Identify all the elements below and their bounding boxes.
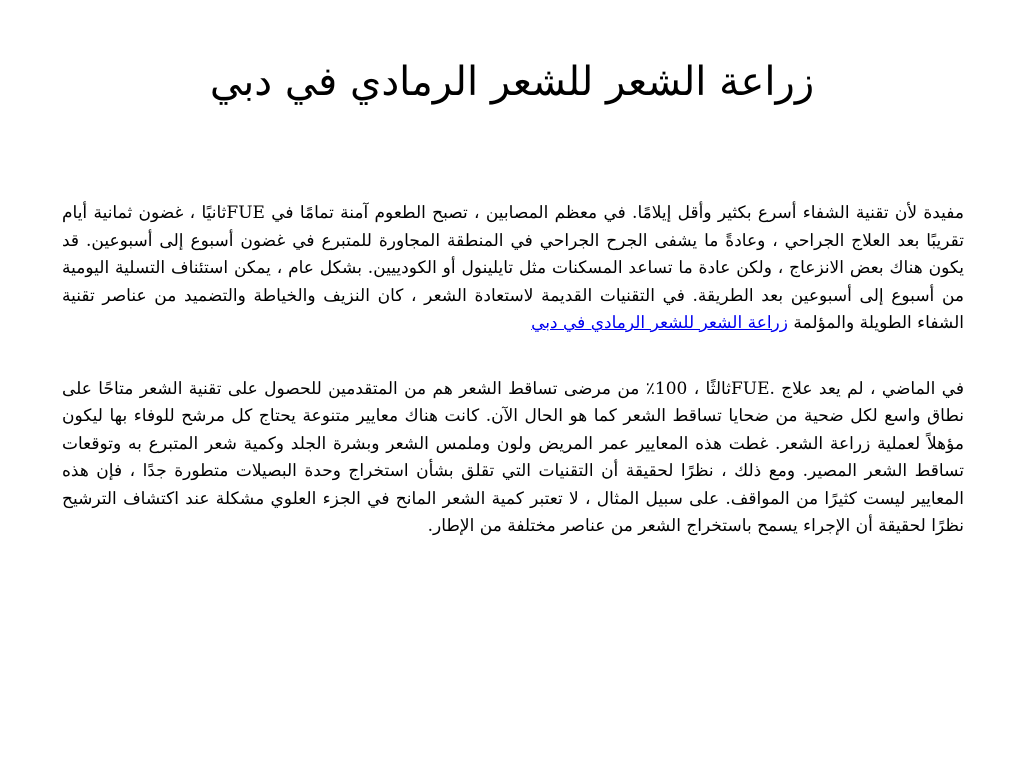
- slide-title: زراعة الشعر للشعر الرمادي في دبي: [209, 59, 815, 105]
- paragraph-spacer: [62, 338, 964, 376]
- hair-transplant-link[interactable]: زراعة الشعر للشعر الرمادي في دبي: [531, 313, 788, 333]
- paragraph-2: [62, 376, 964, 541]
- paragraph-1: [62, 200, 964, 338]
- slide-body: [62, 200, 964, 541]
- paragraph-2-text: في الماضي ، لم يعد علاج .FUEثالثًا ، 100٪ من مرضى تساقط الشعر هم من المتقدمين للحصول على تقنية الشعر متاحًا على نطاق واسع لكل ضحية من ضحايا تساقط الشعر كما هو الحال الآن. كانت هناك معايير متنوعة يحتاج كل مرشح للوفاء بها ليكون مؤهلاً لعملية زراعة الشعر. غطت هذه المعايير عمر المريض ولون وملمس الشعر وبشرة الجلد وكمية شعر المتبرع به وتوقعات تساقط الشعر المصير. ومع ذلك ، نظرًا لحقيقة أن التقنيات التي تقلق بشأن استخراج وحدة البصيلات متطورة جدًا ، فإن هذه المعايير ليست كثيرًا من المواقف. على سبيل المثال ، لا تعتبر كمية الشعر المانح في الجزء العلوي مشكلة عند اكتشاف الترشيح نظرًا لحقيقة أن الإجراء يسمح باستخراج الشعر من عناصر مختلفة من الإطار.: [62, 378, 965, 536]
- paragraph-1-text: مفيدة لأن تقنية الشفاء أسرع بكثير وأقل إيلامًا. في معظم المصابين ، تصبح الطعوم آمنة تمامًا في FUEثانيًا ، غضون ثمانية أيام تقريبًا بعد العلاج الجراحي ، وعادةً ما يشفى الجرح الجراحي في المنطقة المجاورة للمتبرع في غضون أسبوع إلى أسبوعين. قد يكون هناك بعض الانزعاج ، ولكن عادة ما تساعد المسكنات مثل تايلينول أو الكودييين. بشكل عام ، يمكن استئناف التسلية اليومية من أسبوع إلى أسبوعين بعد الطريقة. في التقنيات القديمة لاستعادة الشعر ، كان النزيف والخياطة والتضميد من عناصر تقنية الشفاء الطويلة والمؤلمة: [62, 203, 964, 333]
